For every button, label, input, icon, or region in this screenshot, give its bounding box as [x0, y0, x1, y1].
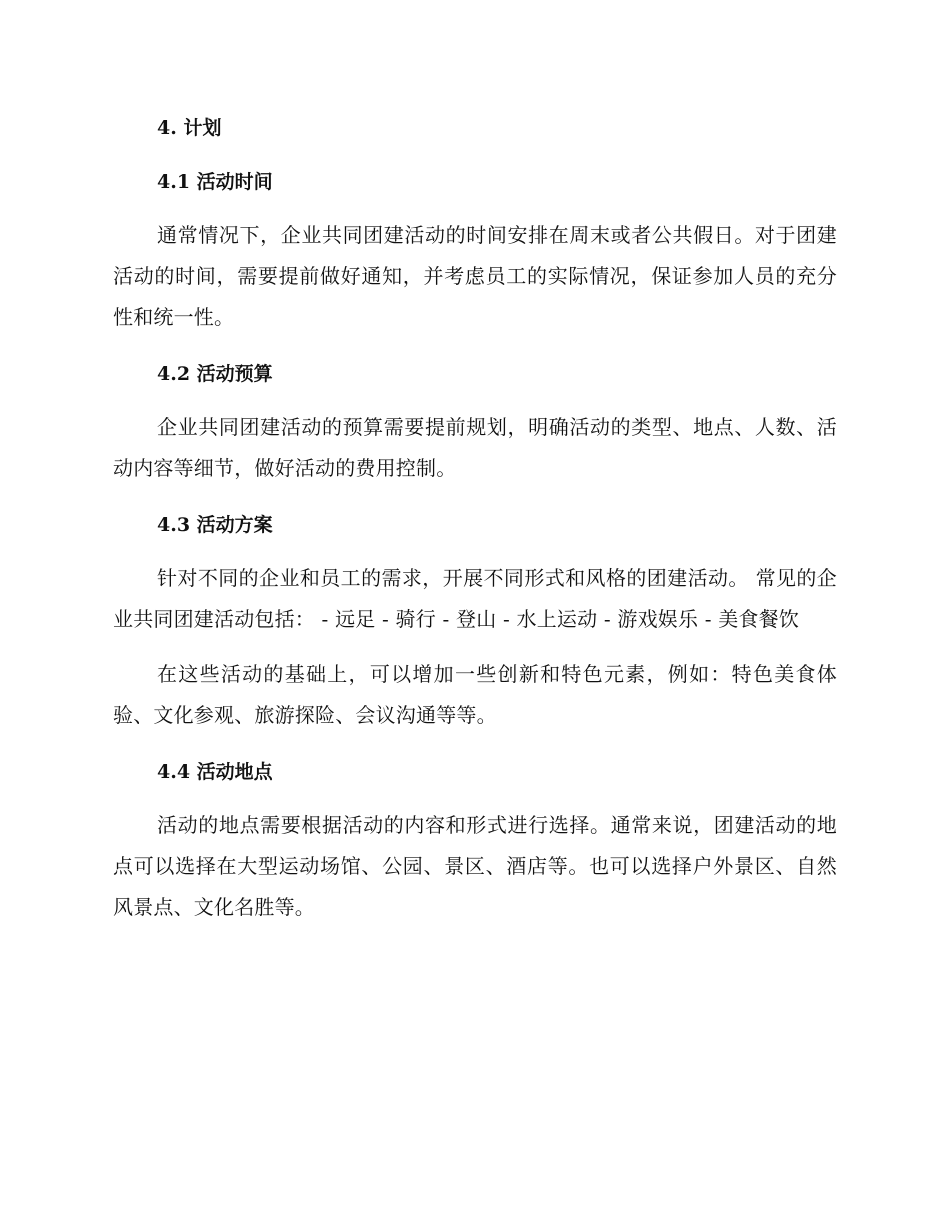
subsection-budget: [113, 354, 837, 489]
subsection-title: 4.4 活动地点: [157, 761, 273, 783]
section-title: 4. 计划: [157, 117, 222, 139]
paragraph: 通常情况下，企业共同团建活动的时间安排在周末或者公共假日。对于团建活动的时间，需要提前做好通知，并考虑员工的实际情况，保证参加人员的充分性和统一性。: [113, 223, 837, 329]
subsection-location: [113, 752, 837, 928]
paragraph: 在这些活动的基础上，可以增加一些创新和特色元素，例如：特色美食体验、文化参观、旅游探险、会议沟通等等。: [113, 662, 837, 727]
subsection-title: 4.3 活动方案: [157, 514, 273, 536]
document-page: [113, 108, 837, 928]
paragraph: 针对不同的企业和员工的需求，开展不同形式和风格的团建活动。 常见的企业共同团建活动包括： - 远足 - 骑行 - 登山 - 水上运动 - 游戏娱乐 - 美食餐饮: [113, 566, 837, 631]
subsection-time: [113, 162, 837, 338]
subsection-title: 4.2 活动预算: [157, 363, 273, 385]
paragraph: 活动的地点需要根据活动的内容和形式进行选择。通常来说，团建活动的地点可以选择在大型运动场馆、公园、景区、酒店等。也可以选择户外景区、自然风景点、文化名胜等。: [113, 813, 837, 919]
subsection-plan: [113, 505, 837, 736]
paragraph: 企业共同团建活动的预算需要提前规划，明确活动的类型、地点、人数、活动内容等细节，做好活动的费用控制。: [113, 415, 837, 480]
subsection-title: 4.1 活动时间: [157, 171, 273, 193]
